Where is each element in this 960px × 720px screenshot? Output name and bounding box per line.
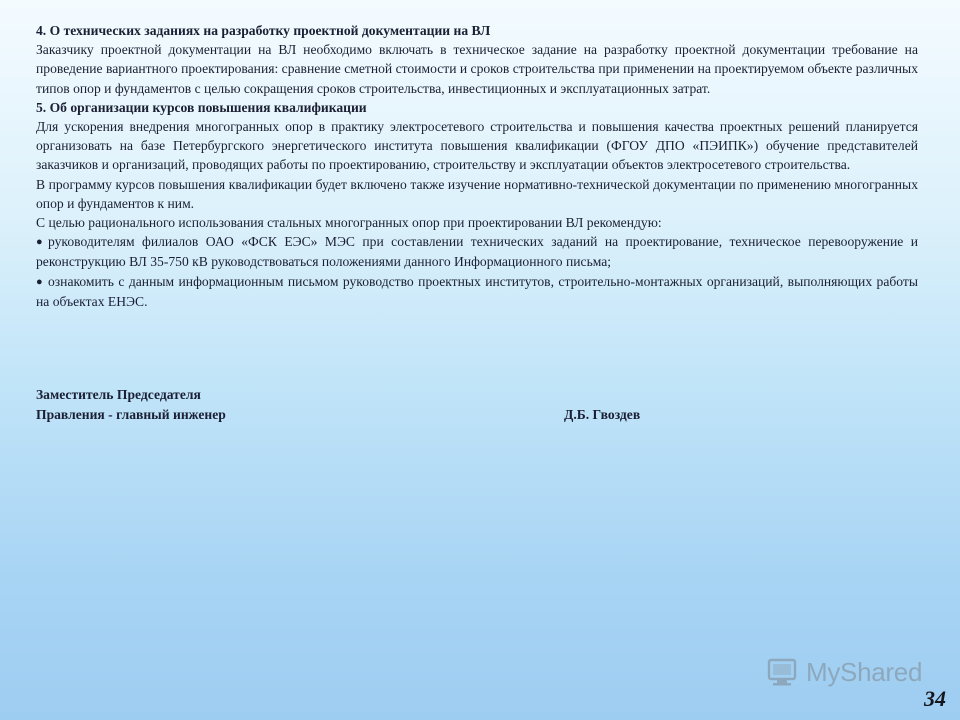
section-4-paragraph: Заказчику проектной документации на ВЛ необходимо включать в техническое задание на разработку проектной документации требование на проведение вариантного проектирования: сравнение сметной стоимости и сроков строительства при применении на проектируемом объекте различных типов опор и фундаментов с целью сокращения сроков строительства, инвестиционных и эксплуатационных затрат. <box>36 42 918 96</box>
document-body <box>36 21 918 311</box>
signature-title-line-1: Заместитель Председателя <box>36 387 201 402</box>
signatory-name: Д.Б. Гвоздев <box>564 407 641 422</box>
signature-block <box>36 385 676 425</box>
recommendation-intro: С целью рационального использования стальных многогранных опор при проектировании ВЛ рекомендую: <box>36 215 662 231</box>
signature-title-line-2: Правления - главный инженер <box>36 407 226 422</box>
bullet-icon: ● <box>36 275 43 288</box>
section-4-heading: 4. О технических заданиях на разработку проектной документации на ВЛ <box>36 23 491 38</box>
logo-text: MyShared <box>806 656 923 687</box>
bullet-icon: ● <box>36 236 43 249</box>
list-item <box>36 232 918 271</box>
section-5-paragraph-2: В программу курсов повышения квалификации будет включено также изучение нормативно-технической документации по применению многогранных опор и фундаментов к ним. <box>36 176 918 211</box>
page-number: 34 <box>924 686 946 711</box>
section-5-heading: 5. Об организации курсов повышения квалификации <box>36 99 367 115</box>
signature-row <box>36 405 676 425</box>
myshared-logo-icon <box>766 656 800 688</box>
myshared-logo <box>766 656 922 688</box>
section-5-paragraph-1: Для ускорения внедрения многогранных опор в практику электросетевого строительства и повышения качества проектных решений планируется организовать на базе Петербургского энергетического института повышения квалификации (ФГОУ ДПО «ПЭИПК») обучение представителей заказчиков и организаций, проводящих работы по проектированию, строительству и эксплуатации объектов электросетевого строительства. <box>36 119 918 173</box>
list-item-text: руководителям филиалов ОАО «ФСК ЕЭС» МЭС при составлении технических заданий на проектирование, техническое перевооружение и реконструкцию ВЛ 35-750 кВ руководствоваться положениями данного Информационного письма; <box>36 234 918 270</box>
list-item <box>36 272 918 311</box>
list-item-text: ознакомить с данным информационным письмом руководство проектных институтов, строительно-монтажных организаций, выполняющих работы на объектах ЕНЭС. <box>36 273 918 309</box>
